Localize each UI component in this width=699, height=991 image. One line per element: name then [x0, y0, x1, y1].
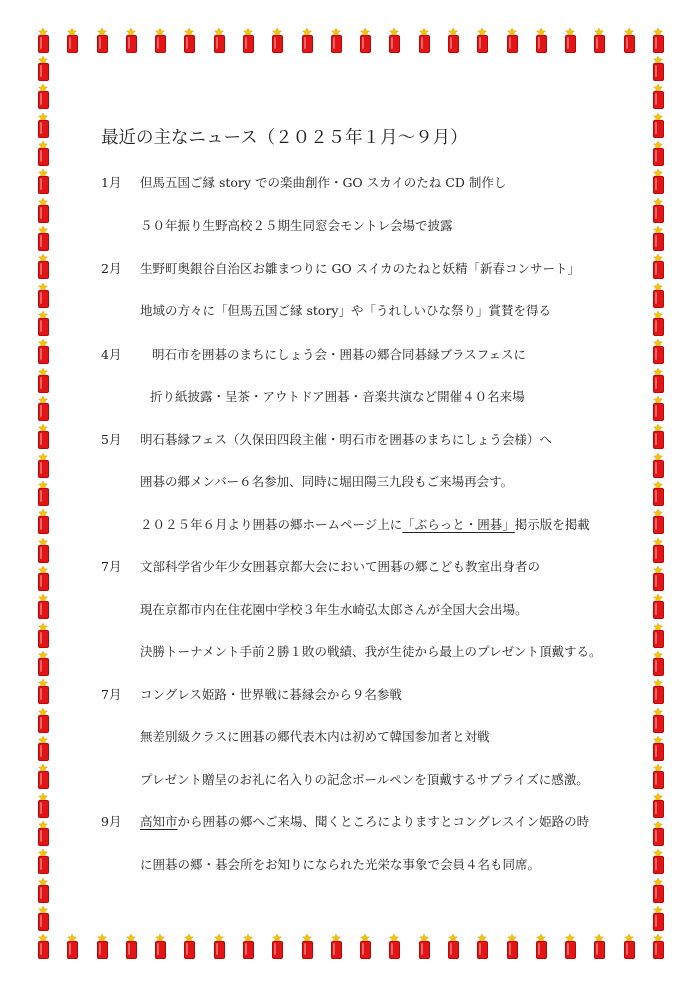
entry-4-month: 5月	[101, 432, 122, 447]
entry-1-month: 1月	[101, 175, 122, 190]
entry-5-month: 7月	[101, 559, 122, 574]
entry-1-line-1: 但馬五国ご縁 story での楽曲創作・GO スカイのたね CD 制作し	[140, 175, 507, 190]
burattogo-link[interactable]: 「ぶらっと・囲碁」	[402, 517, 515, 532]
entry-2-line-2: 地域の方々に「但馬五国ご縁 story」や「うれしいひな祭り」賞賛を得る	[140, 303, 551, 318]
entry-1-line-2: ５０年振り生野高校２５期生同窓会モントレ会場で披露	[140, 218, 453, 233]
entry-4-line-1: 明石碁縁フェス（久保田四段主催・明石市を囲碁のまちにしょう会様）へ	[140, 432, 552, 447]
entry-4-line-2: 囲碁の郷メンバー６名参加、同時に堀田陽三九段もご来場再会す。	[140, 474, 514, 489]
entry-2-month: 2月	[101, 261, 122, 276]
entry-5-line-2: 現在京都市内在住花園中学校３年生水崎弘太郎さんが全国大会出場。	[140, 602, 528, 617]
entry-7-line-1	[140, 812, 589, 830]
entry-6-line-1: コングレス姫路・世界戦に碁縁会から９名参戦	[140, 687, 402, 702]
entry-6-month: 7月	[101, 687, 122, 702]
entry-6-line-3: プレゼント贈呈のお礼に名入りの記念ボールペンを頂戴するサプライズに感激。	[140, 772, 589, 787]
page-title: 最近の主なニュース（２０２５年１月～９月）	[101, 128, 468, 148]
entry-2-line-1: 生野町奥銀谷自治区お雛まつりに GO スイカのたねと妖精「新春コンサート」	[140, 261, 581, 276]
entry-3-line-2: 折り紙披露・呈茶・アウトドア囲碁・音楽共演など開催４０名来場	[150, 389, 525, 404]
entry-4-line-3	[140, 515, 590, 533]
entry-7-month: 9月	[101, 814, 122, 829]
entry-7-line-2: に囲碁の郷・碁会所をお知りになられた光栄な事象で会員４名も同席。	[140, 857, 541, 872]
entry-3-line-1: 明石市を囲碁のまちにしょう会・囲碁の郷合同碁縁ブラスフェスに	[152, 347, 527, 362]
entry-4-line-3-post: 掲示版を掲載	[514, 517, 590, 532]
entry-5-line-3: 決勝トーナメント手前２勝１敗の戦績、我が生徒から最上のプレゼント頂戴する。	[140, 644, 602, 659]
entry-6-line-2: 無差別級クラスに囲碁の郷代表木内は初めて韓国参加者と対戦	[140, 729, 490, 744]
kochi-link[interactable]: 高知市	[140, 814, 178, 829]
entry-3-month: 4月	[101, 347, 122, 362]
entry-5-line-1: 文部科学省少年少女囲碁京都大会において囲碁の郷こども教室出身者の	[140, 559, 541, 574]
entry-4-line-3-pre: ２０２５年６月より囲碁の郷ホームページ上に	[140, 517, 403, 532]
entry-7-line-1-text: から囲碁の郷へご来場、聞くところによりますとコングレスイン姫路の時	[177, 814, 590, 829]
